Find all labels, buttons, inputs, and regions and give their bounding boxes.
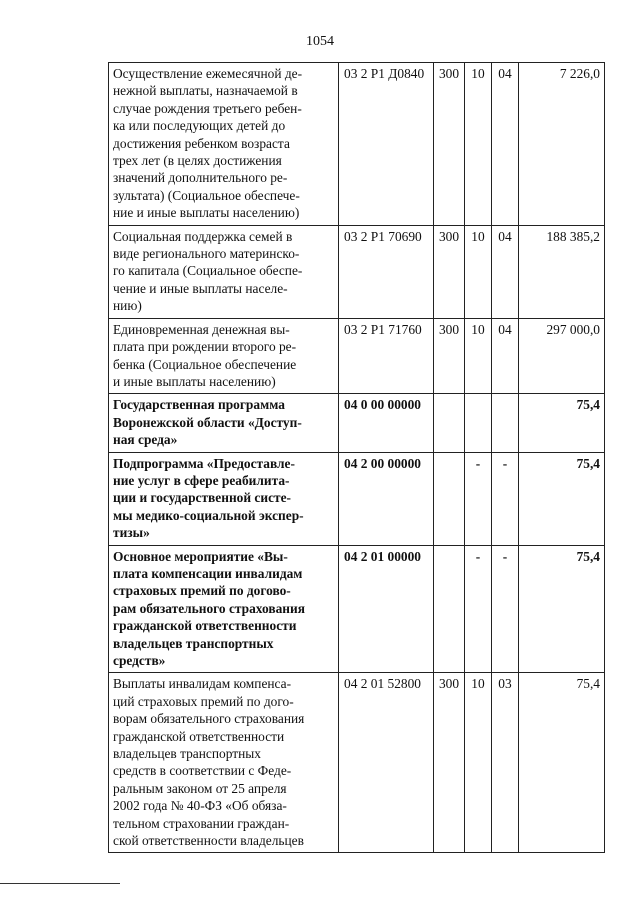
amount-value: 75,4 bbox=[519, 452, 605, 545]
expense-type-code bbox=[434, 394, 465, 452]
expense-type-code bbox=[434, 545, 465, 673]
description-line: и иные выплаты населению) bbox=[113, 373, 276, 389]
row-description bbox=[109, 63, 339, 226]
description-line: гражданской ответственности bbox=[113, 618, 297, 634]
subsection-code: - bbox=[492, 452, 519, 545]
target-article-code: 04 2 01 00000 bbox=[339, 545, 434, 673]
footnote-rule bbox=[0, 883, 120, 884]
description-line: гражданской ответственности bbox=[113, 728, 285, 744]
section-code: 10 bbox=[465, 63, 492, 226]
table-row bbox=[109, 225, 605, 318]
table-row bbox=[109, 545, 605, 673]
description-line: тизы» bbox=[113, 525, 150, 541]
description-line: владельцев транспортных bbox=[113, 635, 274, 651]
target-article-code: 04 2 00 00000 bbox=[339, 452, 434, 545]
description-line: ние услуг в сфере реабилита- bbox=[113, 472, 290, 488]
description-line: ральным законом от 25 апреля bbox=[113, 780, 287, 796]
amount-value: 75,4 bbox=[519, 673, 605, 853]
description-line: ции и государственной систе- bbox=[113, 490, 292, 506]
description-line: Подпрограмма «Предоставле- bbox=[113, 455, 295, 471]
description-line: случае рождения третьего ребен- bbox=[113, 100, 302, 116]
description-line: плата при рождении второго ре- bbox=[113, 339, 297, 355]
description-line: нию) bbox=[113, 298, 142, 314]
subsection-code: 04 bbox=[492, 225, 519, 318]
description-line: 2002 года № 40-ФЗ «Об обяза- bbox=[113, 798, 287, 814]
description-line: Социальная поддержка семей в bbox=[113, 228, 293, 244]
description-line: плата компенсации инвалидам bbox=[113, 565, 303, 581]
expense-type-code: 300 bbox=[434, 318, 465, 394]
budget-table bbox=[108, 62, 605, 853]
description-line: тельном страховании граждан- bbox=[113, 815, 290, 831]
description-line: владельцев транспортных bbox=[113, 746, 261, 762]
subsection-code bbox=[492, 394, 519, 452]
description-line: Государственная программа bbox=[113, 397, 285, 413]
description-line: Выплаты инвалидам компенса- bbox=[113, 676, 292, 692]
description-line: ций страховых премий по дого- bbox=[113, 693, 294, 709]
target-article-code: 04 0 00 00000 bbox=[339, 394, 434, 452]
row-description bbox=[109, 318, 339, 394]
expense-type-code: 300 bbox=[434, 673, 465, 853]
description-line: нежной выплаты, назначаемой в bbox=[113, 83, 298, 99]
description-line: чение и иные выплаты населе- bbox=[113, 280, 288, 296]
expense-type-code bbox=[434, 452, 465, 545]
row-description bbox=[109, 452, 339, 545]
description-line: Осуществление ежемесячной де- bbox=[113, 66, 303, 81]
row-description bbox=[109, 545, 339, 673]
table-row bbox=[109, 452, 605, 545]
description-line: ние и иные выплаты населению) bbox=[113, 205, 300, 221]
target-article-code: 03 2 P1 Д0840 bbox=[339, 63, 434, 226]
section-code: - bbox=[465, 545, 492, 673]
expense-type-code: 300 bbox=[434, 225, 465, 318]
description-line: ской ответственности владельцев bbox=[113, 833, 304, 849]
table-row bbox=[109, 63, 605, 226]
target-article-code: 04 2 01 52800 bbox=[339, 673, 434, 853]
description-line: ная среда» bbox=[113, 432, 178, 448]
description-line: трех лет (в целях достижения bbox=[113, 153, 282, 169]
subsection-code: 03 bbox=[492, 673, 519, 853]
amount-value: 75,4 bbox=[519, 394, 605, 452]
row-description bbox=[109, 673, 339, 853]
row-description bbox=[109, 225, 339, 318]
description-line: достижения ребенком возраста bbox=[113, 135, 290, 151]
description-line: страховых премий по догово- bbox=[113, 583, 291, 599]
section-code: 10 bbox=[465, 225, 492, 318]
subsection-code: 04 bbox=[492, 63, 519, 226]
amount-value: 297 000,0 bbox=[519, 318, 605, 394]
section-code: 10 bbox=[465, 318, 492, 394]
description-line: ворам обязательного страхования bbox=[113, 711, 305, 727]
budget-table-body bbox=[109, 63, 605, 853]
description-line: мы медико-социальной экспер- bbox=[113, 507, 304, 523]
target-article-code: 03 2 P1 71760 bbox=[339, 318, 434, 394]
table-row bbox=[109, 673, 605, 853]
description-line: Воронежской области «Доступ- bbox=[113, 414, 302, 430]
description-line: бенка (Социальное обеспечение bbox=[113, 356, 297, 372]
description-line: средств» bbox=[113, 653, 166, 668]
table-row bbox=[109, 394, 605, 452]
description-line: средств в соответствии с Феде- bbox=[113, 763, 292, 779]
amount-value: 7 226,0 bbox=[519, 63, 605, 226]
description-line: виде регионального материнско- bbox=[113, 246, 300, 262]
section-code: 10 bbox=[465, 673, 492, 853]
page-number: 1054 bbox=[306, 34, 334, 49]
subsection-code: - bbox=[492, 545, 519, 673]
expense-type-code: 300 bbox=[434, 63, 465, 226]
description-line: го капитала (Социальное обеспе- bbox=[113, 263, 303, 279]
row-description bbox=[109, 394, 339, 452]
amount-value: 188 385,2 bbox=[519, 225, 605, 318]
description-line: рам обязательного страхования bbox=[113, 600, 305, 616]
description-line: Единовременная денежная вы- bbox=[113, 321, 290, 337]
section-code: - bbox=[465, 452, 492, 545]
subsection-code: 04 bbox=[492, 318, 519, 394]
table-row bbox=[109, 318, 605, 394]
description-line: Основное мероприятие «Вы- bbox=[113, 548, 288, 564]
description-line: значений дополнительного ре- bbox=[113, 170, 288, 186]
target-article-code: 03 2 P1 70690 bbox=[339, 225, 434, 318]
description-line: зультата) (Социальное обеспече- bbox=[113, 187, 300, 203]
description-line: ка или последующих детей до bbox=[113, 118, 286, 134]
amount-value: 75,4 bbox=[519, 545, 605, 673]
section-code bbox=[465, 394, 492, 452]
